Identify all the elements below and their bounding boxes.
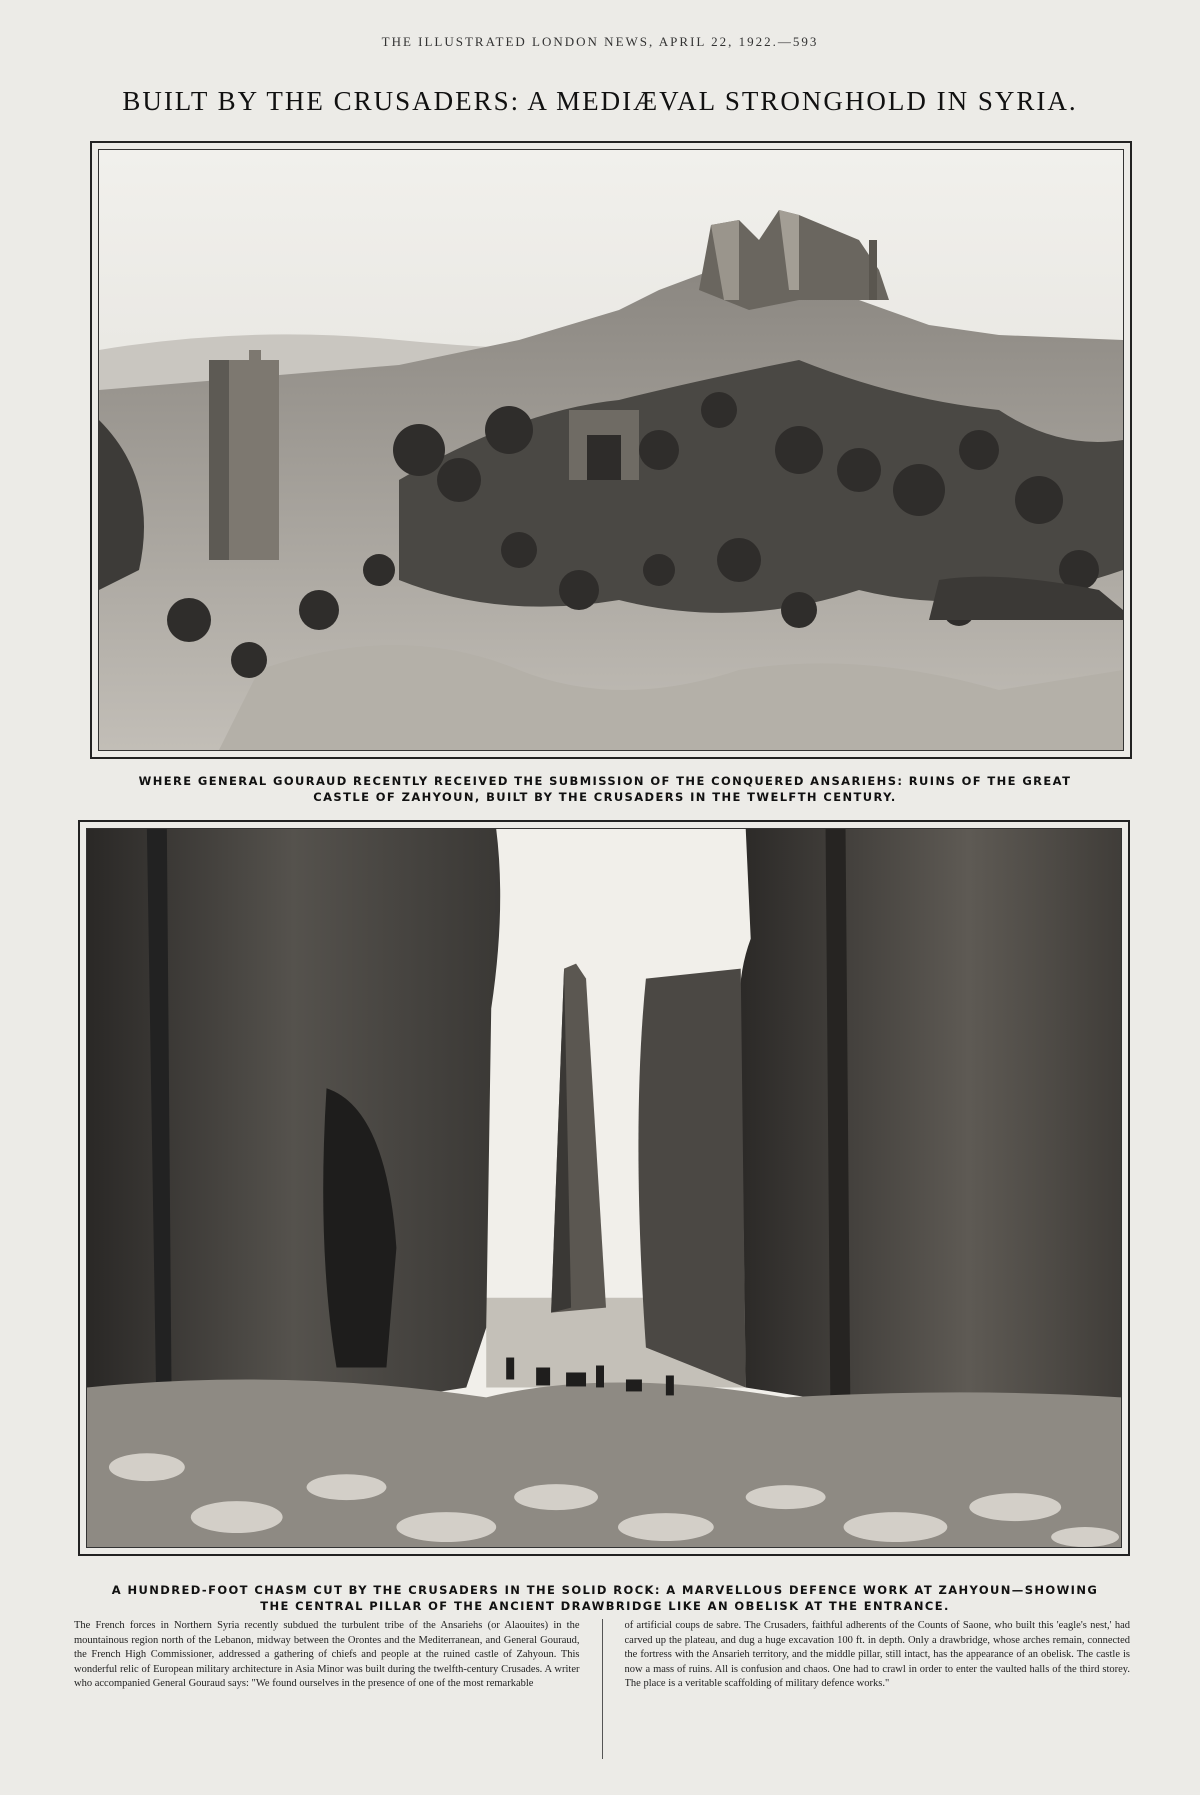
- column-divider: [602, 1619, 603, 1759]
- running-head: THE ILLUSTRATED LONDON NEWS, APRIL 22, 1922.—593: [381, 34, 819, 49]
- page-headline: BUILT BY THE CRUSADERS: A MEDIÆVAL STRONGHOLD IN SYRIA.: [122, 86, 1078, 116]
- top-photo-caption: WHERE GENERAL GOURAUD RECENTLY RECEIVED THE SUBMISSION OF THE CONQUERED ANSARIEHS: RUINS OF THE GREAT CASTLE OF ZAHYOUN, BUILT BY THE CRUSADERS IN THE TWELFTH CENTURY.: [138, 774, 1072, 804]
- bottom-photo-caption: A HUNDRED-FOOT CHASM CUT BY THE CRUSADERS IN THE SOLID ROCK: A MARVELLOUS DEFENCE WORK AT ZAHYOUN—SHOWING THE CENTRAL PILLAR OF THE ANCIENT DRAWBRIDGE LIKE AN OBELISK AT THE ENTRANCE.: [111, 1583, 1099, 1613]
- castle-ruins-photo: [98, 149, 1124, 751]
- castle-photo-frame: [90, 141, 1132, 759]
- chasm-photo-frame: [78, 820, 1130, 1556]
- article-column-1: The French forces in Northern Syria recently subdued the turbulent tribe of the Ansariehs (or Alaouites) in the mountainous region north of the Lebanon, midway between the Orontes and the Mediterranean, and General Gouraud, the French High Commissioner, addressed a gathering of chiefs and people at the ruined castle of Zahyoun. This wonderful relic of European military architecture in Asia Minor was built during the twelfth-century Crusades. A writer who accompanied General Gouraud says: "We found ourselves in the presence of one of the most remarkable: [74, 1620, 580, 1690]
- chasm-obelisk-photo: [86, 828, 1122, 1548]
- article-column-2: of artificial coups de sabre. The Crusaders, faithful adherents of the Counts of Saone, who built this 'eagle's nest,' had carved up the plateau, and dug a huge excavation 100 ft. in depth. Only a drawbridge, whose arches remain, connected the fortress with the Ansarieh territory, and the middle pillar, still intact, has the appearance of an obelisk. The castle is now a mass of ruins. All is confusion and chaos. One had to crawl in order to enter the vaulted halls of the third storey. The place is a veritable scaffolding of military defence works.": [624, 1620, 1130, 1690]
- article-body: [74, 1619, 1130, 1759]
